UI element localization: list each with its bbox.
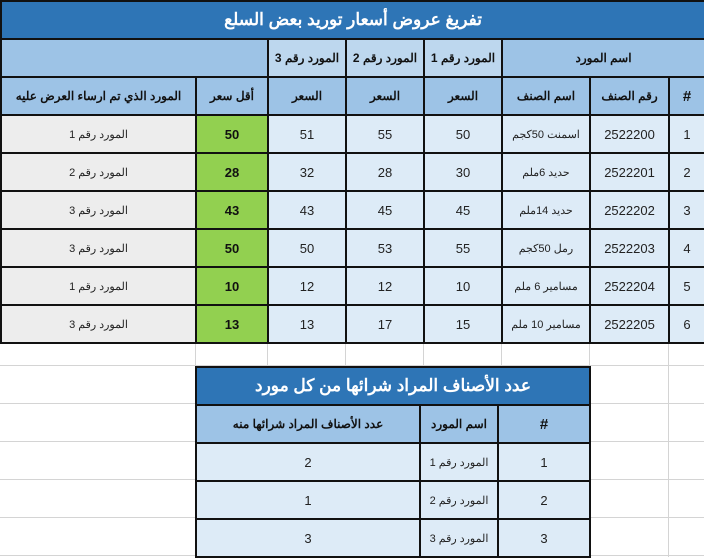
supplier-cell[interactable]: المورد رقم 3 bbox=[420, 519, 498, 557]
supplier-count-table bbox=[195, 366, 591, 558]
table-row bbox=[1, 191, 704, 229]
header-item-name: اسم الصنف bbox=[502, 77, 590, 115]
table-title: تفريغ عروض أسعار توريد بعض السلع bbox=[1, 1, 704, 39]
index-cell[interactable]: 4 bbox=[669, 229, 704, 267]
min-price-cell[interactable]: 28 bbox=[196, 153, 268, 191]
header-selected-supplier: المورد الذي تم ارساء العرض عليه bbox=[1, 77, 196, 115]
price-supplier-2-cell[interactable]: 45 bbox=[346, 191, 424, 229]
index-cell[interactable]: 6 bbox=[669, 305, 704, 343]
min-price-cell[interactable]: 10 bbox=[196, 267, 268, 305]
table-row bbox=[196, 481, 590, 519]
index-cell[interactable]: 2 bbox=[498, 481, 590, 519]
price-supplier-3-cell[interactable]: 51 bbox=[268, 115, 346, 153]
table-row bbox=[1, 305, 704, 343]
price-supplier-2-cell[interactable]: 28 bbox=[346, 153, 424, 191]
header-blank bbox=[1, 39, 268, 77]
header-supplier-name: اسم المورد bbox=[502, 39, 704, 77]
item-name-cell[interactable]: مسامير 10 ملم bbox=[502, 305, 590, 343]
price-supplier-3-cell[interactable]: 43 bbox=[268, 191, 346, 229]
min-price-cell[interactable]: 13 bbox=[196, 305, 268, 343]
table-row bbox=[1, 267, 704, 305]
selected-supplier-cell[interactable]: المورد رقم 3 bbox=[1, 229, 196, 267]
item-no-cell[interactable]: 2522203 bbox=[590, 229, 669, 267]
count-cell[interactable]: 2 bbox=[196, 443, 420, 481]
price-supplier-2-cell[interactable]: 17 bbox=[346, 305, 424, 343]
table-row bbox=[196, 443, 590, 481]
supplier-cell[interactable]: المورد رقم 1 bbox=[420, 443, 498, 481]
header-price-1: السعر bbox=[424, 77, 502, 115]
price-supplier-3-cell[interactable]: 32 bbox=[268, 153, 346, 191]
index-cell[interactable]: 5 bbox=[669, 267, 704, 305]
price-supplier-1-cell[interactable]: 15 bbox=[424, 305, 502, 343]
header-count: عدد الأصناف المراد شرائها منه bbox=[196, 405, 420, 443]
item-no-cell[interactable]: 2522204 bbox=[590, 267, 669, 305]
count-cell[interactable]: 1 bbox=[196, 481, 420, 519]
header-supplier-2: المورد رقم 2 bbox=[346, 39, 424, 77]
table-row bbox=[1, 153, 704, 191]
table-row bbox=[1, 229, 704, 267]
item-no-cell[interactable]: 2522202 bbox=[590, 191, 669, 229]
header-supplier-3: المورد رقم 3 bbox=[268, 39, 346, 77]
price-supplier-3-cell[interactable]: 12 bbox=[268, 267, 346, 305]
price-supplier-1-cell[interactable]: 50 bbox=[424, 115, 502, 153]
item-no-cell[interactable]: 2522200 bbox=[590, 115, 669, 153]
price-supplier-3-cell[interactable]: 13 bbox=[268, 305, 346, 343]
table-row bbox=[196, 519, 590, 557]
price-supplier-2-cell[interactable]: 12 bbox=[346, 267, 424, 305]
item-no-cell[interactable]: 2522201 bbox=[590, 153, 669, 191]
price-supplier-2-cell[interactable]: 55 bbox=[346, 115, 424, 153]
supplier-cell[interactable]: المورد رقم 2 bbox=[420, 481, 498, 519]
header-item-no: رقم الصنف bbox=[590, 77, 669, 115]
item-name-cell[interactable]: اسمنت 50كجم bbox=[502, 115, 590, 153]
min-price-cell[interactable]: 50 bbox=[196, 229, 268, 267]
selected-supplier-cell[interactable]: المورد رقم 2 bbox=[1, 153, 196, 191]
header-index: # bbox=[669, 77, 704, 115]
selected-supplier-cell[interactable]: المورد رقم 1 bbox=[1, 267, 196, 305]
summary-title: عدد الأصناف المراد شرائها من كل مورد bbox=[196, 367, 590, 405]
header-index: # bbox=[498, 405, 590, 443]
index-cell[interactable]: 1 bbox=[669, 115, 704, 153]
header-supplier: اسم المورد bbox=[420, 405, 498, 443]
table-row bbox=[1, 115, 704, 153]
header-price-2: السعر bbox=[346, 77, 424, 115]
selected-supplier-cell[interactable]: المورد رقم 3 bbox=[1, 305, 196, 343]
index-cell[interactable]: 3 bbox=[498, 519, 590, 557]
header-price-3: السعر bbox=[268, 77, 346, 115]
header-supplier-1: المورد رقم 1 bbox=[424, 39, 502, 77]
min-price-cell[interactable]: 43 bbox=[196, 191, 268, 229]
price-supplier-1-cell[interactable]: 30 bbox=[424, 153, 502, 191]
item-name-cell[interactable]: حديد 14ملم bbox=[502, 191, 590, 229]
index-cell[interactable]: 3 bbox=[669, 191, 704, 229]
item-name-cell[interactable]: مسامير 6 ملم bbox=[502, 267, 590, 305]
price-supplier-1-cell[interactable]: 55 bbox=[424, 229, 502, 267]
item-name-cell[interactable]: حديد 6ملم bbox=[502, 153, 590, 191]
price-supplier-1-cell[interactable]: 10 bbox=[424, 267, 502, 305]
price-supplier-2-cell[interactable]: 53 bbox=[346, 229, 424, 267]
count-cell[interactable]: 3 bbox=[196, 519, 420, 557]
min-price-cell[interactable]: 50 bbox=[196, 115, 268, 153]
selected-supplier-cell[interactable]: المورد رقم 1 bbox=[1, 115, 196, 153]
index-cell[interactable]: 2 bbox=[669, 153, 704, 191]
item-name-cell[interactable]: رمل 50كجم bbox=[502, 229, 590, 267]
item-no-cell[interactable]: 2522205 bbox=[590, 305, 669, 343]
index-cell[interactable]: 1 bbox=[498, 443, 590, 481]
price-supplier-3-cell[interactable]: 50 bbox=[268, 229, 346, 267]
selected-supplier-cell[interactable]: المورد رقم 3 bbox=[1, 191, 196, 229]
price-supplier-1-cell[interactable]: 45 bbox=[424, 191, 502, 229]
header-min-price: أقل سعر bbox=[196, 77, 268, 115]
